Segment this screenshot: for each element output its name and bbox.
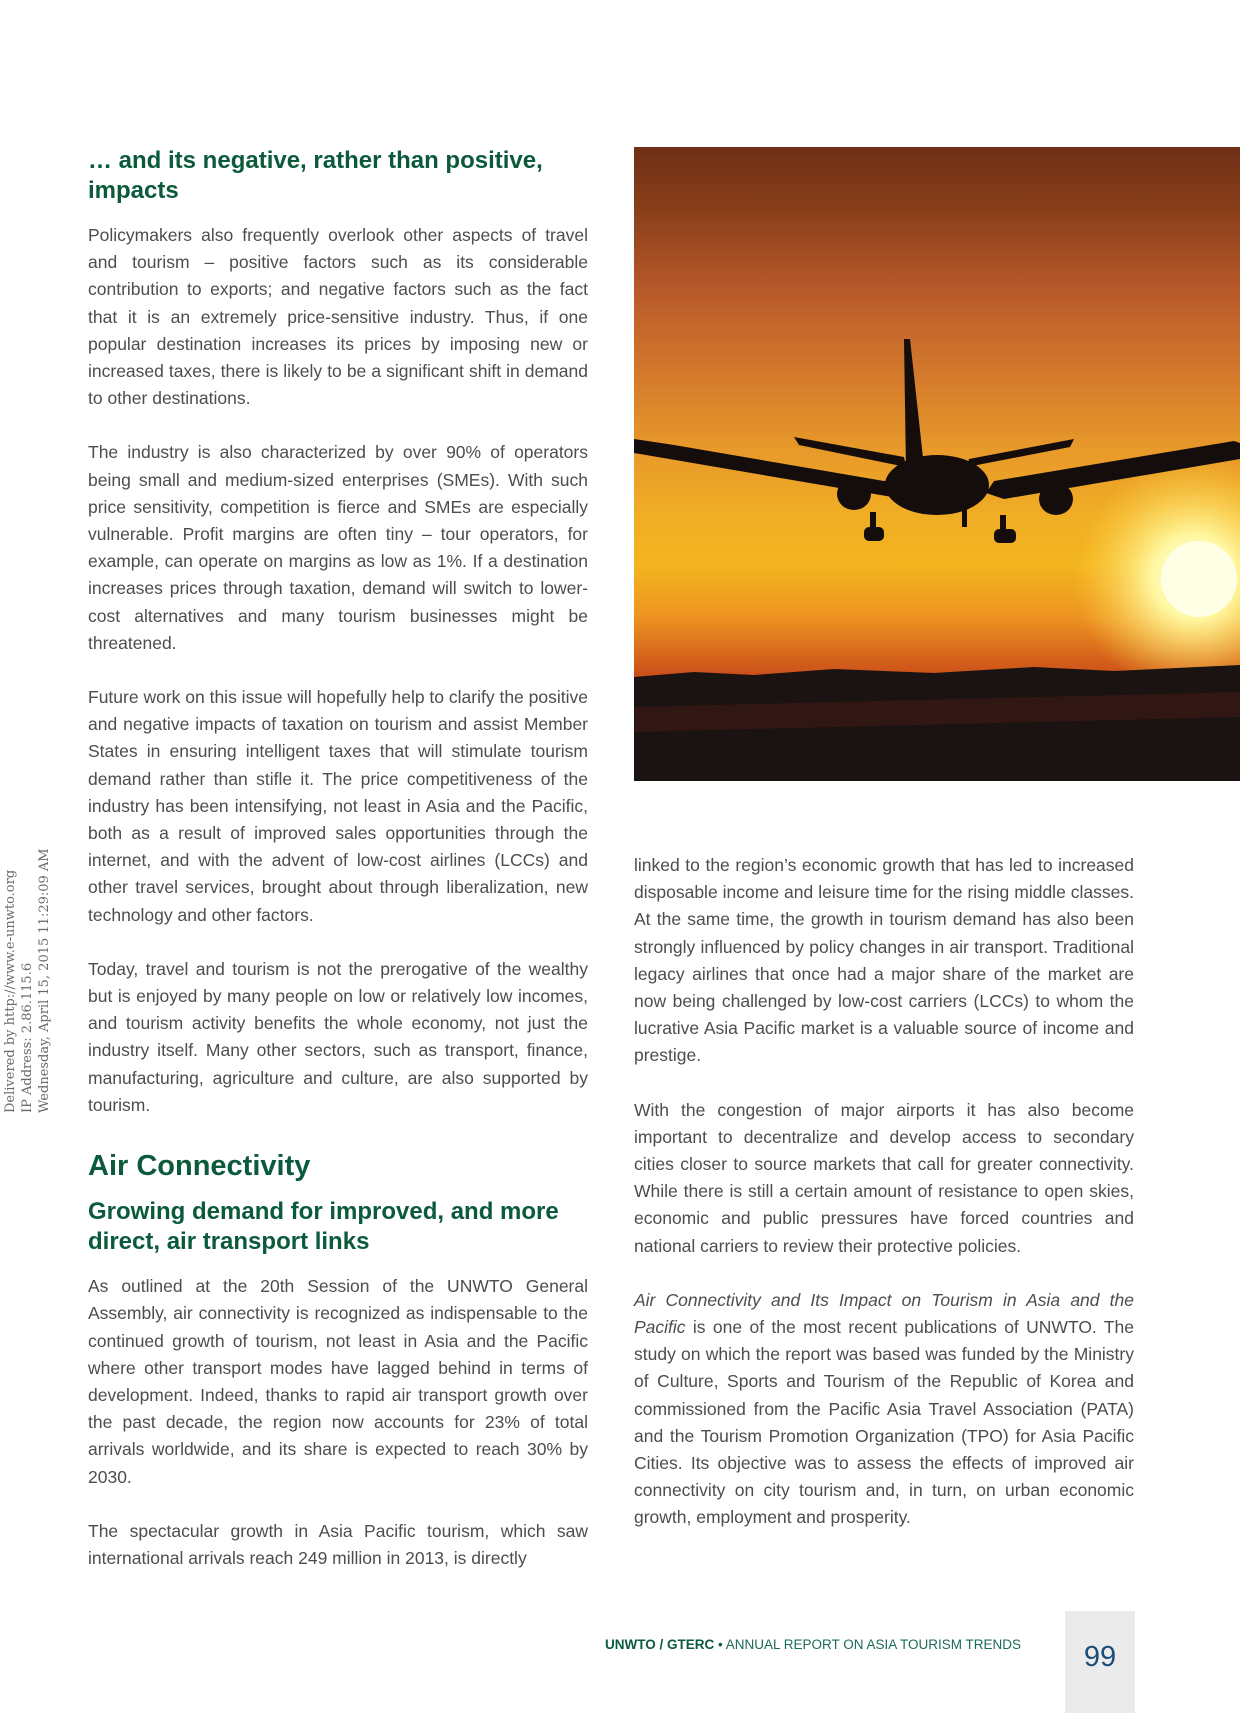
airplane-sunset-photo — [634, 147, 1240, 781]
paragraph-publication — [634, 1287, 1134, 1532]
watermark-line-1: Delivered by http://www.e-unwto.org — [3, 869, 18, 1113]
heading-negative-impacts: … and its negative, rather than positive, impacts — [88, 147, 543, 204]
sun-disc — [1161, 541, 1237, 617]
paragraph-smes: The industry is also characterized by over 90% of operators being small and medium-sized enterprises (SMEs). With such price sensitivity, competition is fierce and SMEs are especially vulnerable. Profit margins are often tiny – tour operators, for example, can operate on margins as low as 1%. If a destination increases prices through taxation, demand will switch to lower-cost alternatives and many tourism businesses might be threatened. — [88, 442, 588, 653]
paragraph-economic-growth: linked to the region’s economic growth that has led to increased disposable income and leisure time for the rising middle classes. At the same time, the growth in tourism demand has also been strongly influenced by policy changes in air transport. Traditional legacy airlines that once had a major share of the market are now being challenged by low-cost carriers (LCCs) to whom the lucrative Asia Pacific market is a valuable source of income and prestige. — [634, 855, 1134, 1066]
footer-bullet: • — [714, 1637, 726, 1652]
watermark-line-2: IP Address: 2.86.115.6 — [20, 962, 35, 1113]
right-column — [634, 852, 1134, 1532]
watermark-line-3: Wednesday, April 15, 2015 11:29:09 AM — [37, 848, 52, 1113]
publication-description: is one of the most recent publications of UNWTO. The study on which the report was based was funded by the Ministry of Culture, Sports and Tourism of the Republic of Korea and commissioned from the Pacific Asia Travel Association (PATA) and the Tourism Promotion Organization (TPO) for Asia Pacific Cities. Its objective was to assess the effects of improved air connectivity on city tourism and, in turn, on urban economic growth, employment and prosperity. — [634, 1317, 1134, 1528]
footer-report-title: ANNUAL REPORT ON ASIA TOURISM TRENDS — [725, 1637, 1022, 1652]
page-number: 99 — [1083, 1641, 1117, 1673]
paragraph-spectacular-growth: The spectacular growth in Asia Pacific tourism, which saw international arrivals reach 249 million in 2013, is directly — [88, 1520, 588, 1568]
publication-title: Air Connectivity and Its Impact on Tourism in Asia and the Pacific — [634, 1289, 1134, 1338]
left-column — [88, 146, 588, 1572]
paragraph-congestion: With the congestion of major airports it has also become important to decentralize and develop access to secondary cities closer to source markets that call for greater connectivity. While there is still a certain amount of resistance to open skies, economic and public pressures have forced countries and national carriers to review their protective policies. — [634, 1099, 1134, 1256]
airplane-sunset-illustration — [634, 147, 1240, 781]
paragraph-today: Today, travel and tourism is not the prerogative of the wealthy but is enjoyed by many people on low or relatively low incomes, and tourism activity benefits the whole economy, not just the industry itself. Many other sectors, such as transport, finance, manufacturing, agriculture and culture, are also supported by tourism. — [88, 958, 588, 1115]
heading-growing-demand: Growing demand for improved, and more direct, air transport links — [88, 1198, 559, 1256]
paragraph-future-work: Future work on this issue will hopefully help to clarify the positive and negative impacts of taxation on tourism and assist Member States in ensuring intelligent taxes that will stimulate tourism demand rather than stifle it. The price competitiveness of the industry has been intensifying, not least in Asia and the Pacific, both as a result of improved sales opportunities through the internet, and with the advent of low-cost airlines (LCCs) and other travel services, brought about through liberalization, new technology and other factors. — [88, 687, 588, 925]
paragraph-policymakers: Policymakers also frequently overlook other aspects of travel and tourism – positive factors such as its considerable contribution to exports; and negative factors such as the fact that it is an extremely price-sensitive industry. Thus, if one popular destination increases its prices by imposing new or increased taxes, there is likely to be a significant shift in demand to other destinations. — [88, 225, 588, 409]
footer-org: UNWTO / GTERC — [605, 1637, 715, 1652]
footer-running-title — [605, 1637, 1021, 1652]
section-title-air-connectivity: Air Connectivity — [88, 1150, 311, 1183]
paragraph-general-assembly: As outlined at the 20th Session of the UNWTO General Assembly, air connectivity is recognized as indispensable to the continued growth of tourism, not least in Asia and the Pacific where other transport modes have lagged behind in terms of development. Indeed, thanks to rapid air transport growth over the past decade, the region now accounts for 23% of total arrivals worldwide, and its share is expected to reach 30% by 2030. — [88, 1276, 588, 1487]
page-number-box — [1065, 1611, 1135, 1713]
delivery-watermark — [2, 848, 53, 1113]
